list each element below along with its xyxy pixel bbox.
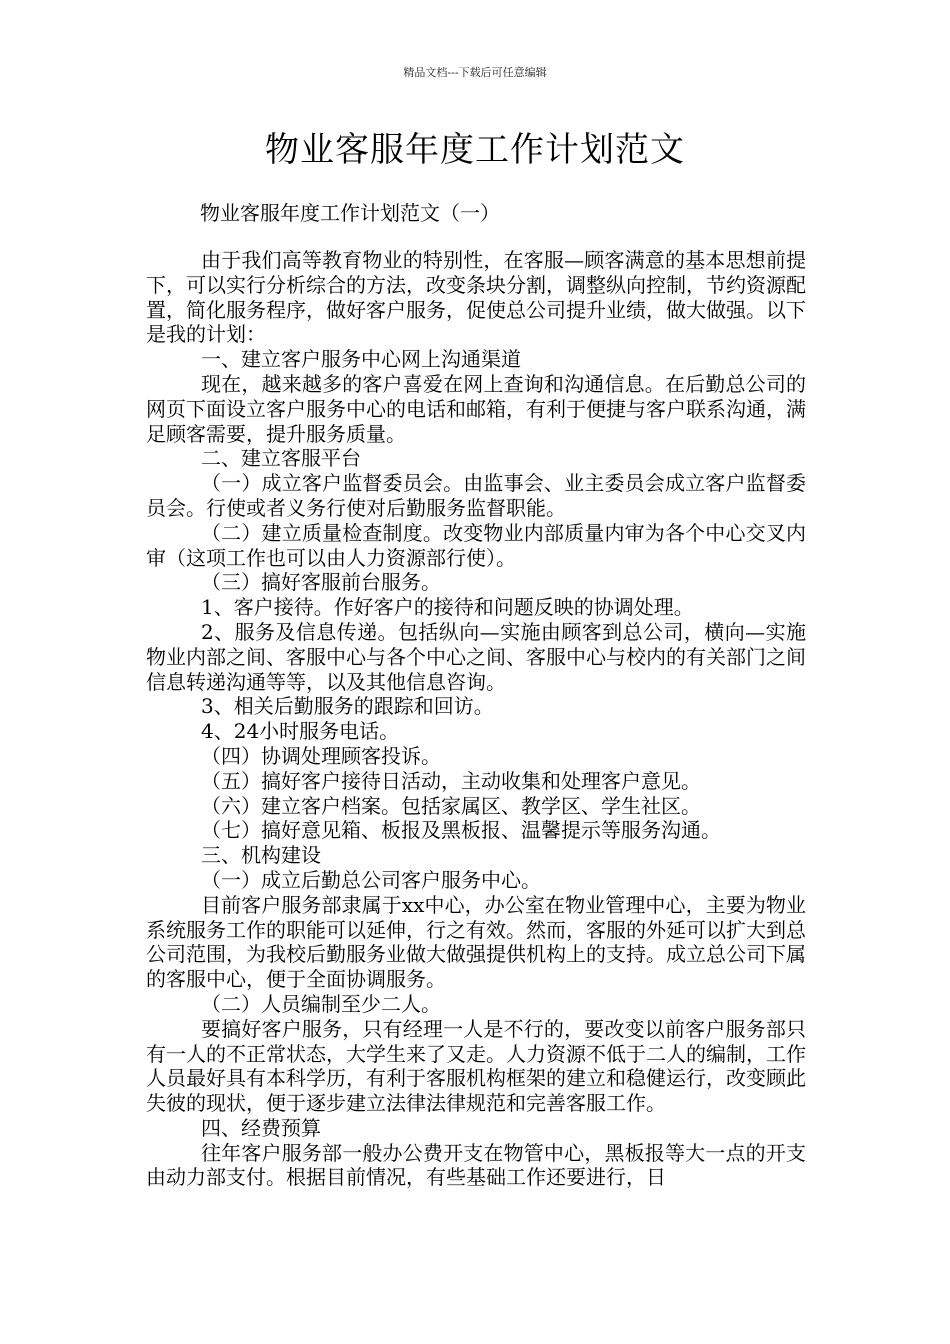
paragraph: （二）人员编制至少二人。 bbox=[201, 991, 441, 1016]
paragraph: （六）建立客户档案。包括家属区、教学区、学生社区。 bbox=[201, 793, 701, 818]
paragraph: （二）建立质量检查制度。改变物业内部质量内审为各个中心交叉内审（这项工作也可以由人力资源部行使）。 bbox=[146, 520, 806, 570]
paragraph: 要搞好客户服务，只有经理一人是不行的，要改变以前客户服务部只有一人的不正常状态，大学生来了又走。人力资源不低于二人的编制，工作人员最好具有本科学历，有利于客服机构框架的建立和稳健运行，改变顾此失彼的现状，便于逐步建立法律法律规范和完善客服工作。 bbox=[146, 1016, 806, 1116]
paragraph: （四）协调处理顾客投诉。 bbox=[201, 743, 441, 768]
header-note: 精品文档---下载后可任意编辑 bbox=[403, 66, 547, 79]
paragraph: 3、相关后勤服务的跟踪和回访。 bbox=[201, 694, 494, 719]
document-body bbox=[146, 248, 806, 1190]
paragraph: 4、24小时服务电话。 bbox=[201, 719, 400, 744]
paragraph: （一）成立客户监督委员会。由监事会、业主委员会成立客户监督委员会。行使或者义务行使对后勤服务监督职能。 bbox=[146, 471, 806, 520]
section-heading: 三、机构建设 bbox=[201, 843, 321, 868]
paragraph: （七）搞好意见箱、板报及黑板报、温馨提示等服务沟通。 bbox=[201, 818, 721, 843]
section-heading: 四、经费预算 bbox=[201, 1115, 321, 1140]
paragraph: （五）搞好客户接待日活动，主动收集和处理客户意见。 bbox=[201, 768, 701, 793]
document-title: 物业客服年度工作计划范文 bbox=[265, 130, 685, 170]
section-heading: 二、建立客服平台 bbox=[201, 446, 361, 471]
paragraph: 目前客户服务部隶属于xx中心，办公室在物业管理中心，主要为物业系统服务工作的职能可以延伸，行之有效。然而，客服的外延可以扩大到总公司范围，为我校后勤服务业做大做强提供机构上的支持。成立总公司下属的客服中心，便于全面协调服务。 bbox=[146, 892, 806, 992]
paragraph: 由于我们高等教育物业的特别性，在客服—顾客满意的基本思想前提下，可以实行分析综合的方法，改变条块分割，调整纵向控制，节约资源配置，简化服务程序，做好客户服务，促使总公司提升业绩，做大做强。以下是我的计划： bbox=[146, 248, 806, 347]
paragraph: （三）搞好客服前台服务。 bbox=[201, 570, 441, 595]
section-heading: 一、建立客户服务中心网上沟通渠道 bbox=[201, 347, 521, 372]
document-subtitle: 物业客服年度工作计划范文（一） bbox=[200, 201, 500, 225]
paragraph: 2、服务及信息传递。包括纵向—实施由顾客到总公司，横向—实施物业内部之间、客服中心与各个中心之间、客服中心与校内的有关部门之间信息转递沟通等等，以及其他信息咨询。 bbox=[146, 619, 806, 694]
paragraph: 现在，越来越多的客户喜爱在网上查询和沟通信息。在后勤总公司的网页下面设立客户服务中心的电话和邮箱，有利于便捷与客户联系沟通，满足顾客需要，提升服务质量。 bbox=[146, 371, 806, 446]
paragraph: 往年客户服务部一般办公费开支在物管中心，黑板报等大一点的开支由动力部支付。根据目前情况，有些基础工作还要进行，日 bbox=[146, 1140, 806, 1190]
paragraph: 1、客户接待。作好客户的接待和问题反映的协调处理。 bbox=[201, 595, 694, 620]
paragraph: （一）成立后勤总公司客户服务中心。 bbox=[201, 867, 541, 892]
